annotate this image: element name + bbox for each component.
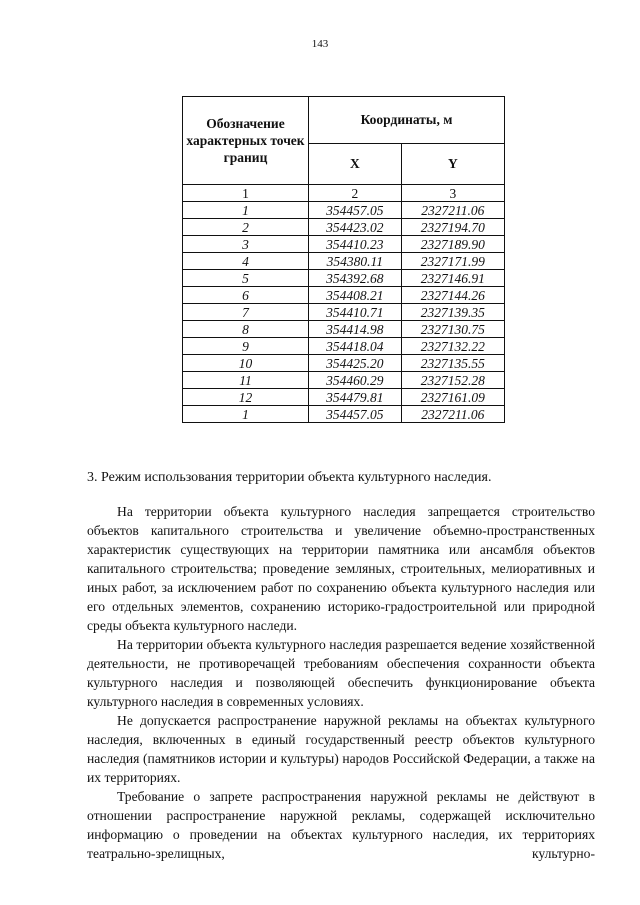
x-cell: 354414.98 bbox=[309, 321, 402, 338]
column-number: 1 bbox=[183, 185, 309, 202]
point-cell: 8 bbox=[183, 321, 309, 338]
point-cell: 3 bbox=[183, 236, 309, 253]
header-coordinates: Координаты, м bbox=[309, 97, 505, 144]
y-cell: 2327144.26 bbox=[401, 287, 504, 304]
point-cell: 6 bbox=[183, 287, 309, 304]
table-row bbox=[183, 270, 505, 287]
table-row bbox=[183, 219, 505, 236]
x-cell: 354423.02 bbox=[309, 219, 402, 236]
x-cell: 354457.05 bbox=[309, 202, 402, 219]
x-cell: 354460.29 bbox=[309, 372, 402, 389]
table-row bbox=[183, 236, 505, 253]
page-number: 143 bbox=[311, 38, 329, 50]
table-row bbox=[183, 406, 505, 423]
paragraph: На территории объекта культурного наследия запрещается строительство объектов капитального строительства и увеличение объемно-пространственных характеристик существующих на территории памятника или ансамбля объектов капитального строительства; проведение земляных, строительных, мелиоративных и иных работ, за исключением работ по сохранению объекта культурного наследия или его отдельных элементов, сохранению историко-градостроительной или природной среды объекта культурного наследи. bbox=[87, 504, 595, 633]
point-cell: 2 bbox=[183, 219, 309, 236]
point-cell: 11 bbox=[183, 372, 309, 389]
header-y: Y bbox=[401, 144, 504, 185]
paragraph: На территории объекта культурного наследия разрешается ведение хозяйственной деятельности, не противоречащей требованиям обеспечения сохранности объекта культурного наследия и позволяющей обеспечить функционирование объекта культурного наследия в современных условиях. bbox=[87, 637, 595, 709]
paragraph: Требование о запрете распространения наружной рекламы не действуют в отношении распространение наружной рекламы, содержащей исключительно информацию о проведении на объектах культурного наследия, их территориях театрально-зрелищных, культурно- bbox=[87, 789, 595, 861]
point-cell: 5 bbox=[183, 270, 309, 287]
x-cell: 354392.68 bbox=[309, 270, 402, 287]
table-row bbox=[183, 202, 505, 219]
point-cell: 12 bbox=[183, 389, 309, 406]
point-cell: 4 bbox=[183, 253, 309, 270]
point-cell: 7 bbox=[183, 304, 309, 321]
y-cell: 2327189.90 bbox=[401, 236, 504, 253]
column-number: 3 bbox=[401, 185, 504, 202]
y-cell: 2327211.06 bbox=[401, 406, 504, 423]
y-cell: 2327132.22 bbox=[401, 338, 504, 355]
x-cell: 354479.81 bbox=[309, 389, 402, 406]
y-cell: 2327194.70 bbox=[401, 219, 504, 236]
y-cell: 2327161.09 bbox=[401, 389, 504, 406]
table-header-row bbox=[183, 97, 505, 144]
section-heading: 3. Режим использования территории объекта культурного наследия. bbox=[87, 470, 492, 485]
y-cell: 2327146.91 bbox=[401, 270, 504, 287]
table-row bbox=[183, 389, 505, 406]
x-cell: 354380.11 bbox=[309, 253, 402, 270]
table-row bbox=[183, 372, 505, 389]
table-row bbox=[183, 287, 505, 304]
y-cell: 2327152.28 bbox=[401, 372, 504, 389]
table-row bbox=[183, 253, 505, 270]
header-point-designation: Обозначение характерных точек границ bbox=[183, 97, 309, 185]
x-cell: 354410.23 bbox=[309, 236, 402, 253]
point-cell: 9 bbox=[183, 338, 309, 355]
point-cell: 1 bbox=[183, 406, 309, 423]
point-cell: 1 bbox=[183, 202, 309, 219]
y-cell: 2327211.06 bbox=[401, 202, 504, 219]
body-text bbox=[87, 502, 595, 863]
paragraph: Не допускается распространение наружной рекламы на объектах культурного наследия, включенных в единый государственный реестр объектов культурного наследия (памятников истории и культуры) народов Российской Федерации, а также на их территориях. bbox=[87, 713, 595, 785]
coordinates-table bbox=[182, 96, 505, 423]
table-row bbox=[183, 338, 505, 355]
y-cell: 2327135.55 bbox=[401, 355, 504, 372]
y-cell: 2327171.99 bbox=[401, 253, 504, 270]
x-cell: 354418.04 bbox=[309, 338, 402, 355]
y-cell: 2327130.75 bbox=[401, 321, 504, 338]
table-row bbox=[183, 355, 505, 372]
x-cell: 354410.71 bbox=[309, 304, 402, 321]
table-row bbox=[183, 304, 505, 321]
column-number: 2 bbox=[309, 185, 402, 202]
table-row bbox=[183, 321, 505, 338]
x-cell: 354425.20 bbox=[309, 355, 402, 372]
x-cell: 354457.05 bbox=[309, 406, 402, 423]
x-cell: 354408.21 bbox=[309, 287, 402, 304]
y-cell: 2327139.35 bbox=[401, 304, 504, 321]
point-cell: 10 bbox=[183, 355, 309, 372]
column-number-row bbox=[183, 185, 505, 202]
header-x: X bbox=[309, 144, 402, 185]
